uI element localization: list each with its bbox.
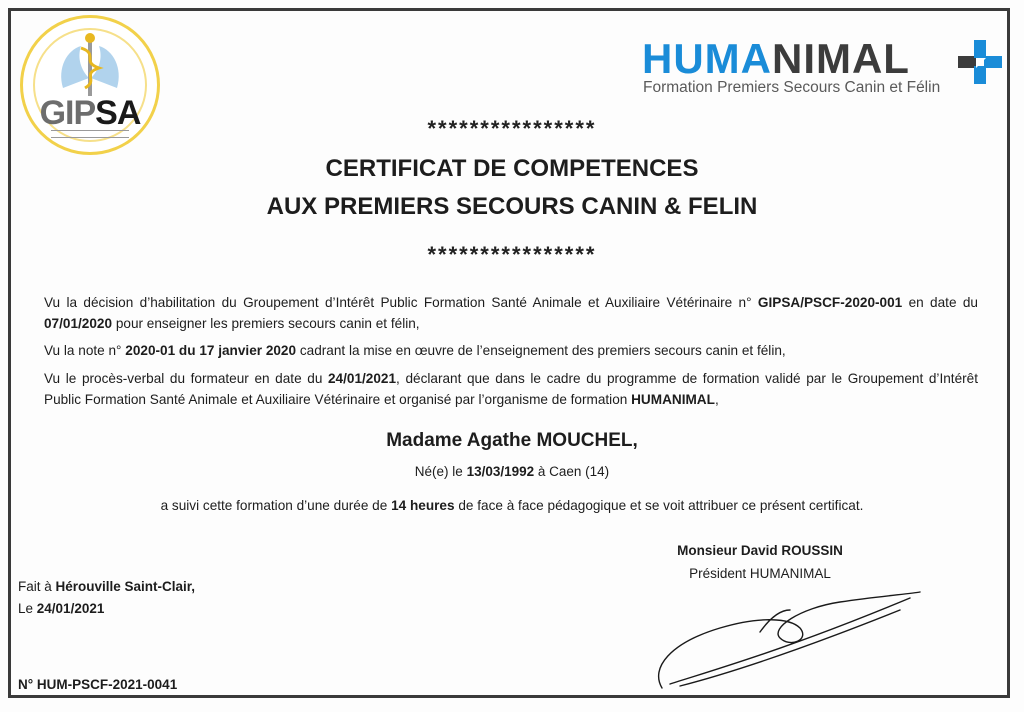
proces-verbal-date: 24/01/2021	[328, 371, 397, 386]
cross-mark-icon	[958, 40, 1002, 84]
handwritten-signature	[640, 588, 930, 698]
stars-divider-top: ****************	[427, 116, 597, 141]
para3-text: , déclarant que dans le cadre du programme de formation validé par le Groupement d’Intérêt Public Formation Santé Animale et Auxiliaire Vétérinaire et organisé par l’organisme de formation	[44, 371, 978, 407]
place-label: Fait à	[18, 579, 56, 594]
certificate-reference-number: N° HUM-PSCF-2021-0041	[18, 677, 178, 692]
issue-date: 24/01/2021	[36, 601, 105, 616]
paragraph-note	[44, 340, 978, 361]
habilitation-date: 07/01/2020	[44, 316, 113, 331]
para1-text: pour enseigner les premiers secours canin et félin,	[112, 316, 420, 331]
birth-date: 13/03/1992	[466, 464, 535, 479]
habilitation-number: GIPSA/PSCF-2020-001	[757, 295, 903, 310]
place-line	[18, 579, 195, 594]
paragraph-proces-verbal	[44, 368, 978, 410]
birth-line	[0, 464, 1024, 479]
summary-text: de face à face pédagogique et se voit attribuer ce présent certificat.	[454, 498, 864, 513]
para1-text: en date du	[902, 295, 978, 310]
para3-text: Vu le procès-verbal du formateur en date du	[44, 371, 328, 386]
summary-text: a suivi cette formation d’une durée de	[160, 498, 392, 513]
logo-word-blue: HUMA	[642, 35, 772, 82]
date-line	[18, 601, 104, 616]
place-city: Hérouville Saint-Clair,	[55, 579, 196, 594]
training-duration: 14 heures	[391, 498, 455, 513]
para2-text: Vu la note n°	[44, 343, 126, 358]
date-label: Le	[18, 601, 37, 616]
logo-word-grey: NIMAL	[771, 35, 910, 82]
logo-wordmark	[642, 36, 910, 82]
birth-label: Né(e) le	[414, 464, 467, 479]
signer-role: Président HUMANIMAL	[689, 566, 831, 581]
seal-text-gip: GIP	[39, 94, 96, 132]
signer-name: Monsieur David ROUSSIN	[677, 543, 843, 558]
birth-place: à Caen (14)	[534, 464, 610, 479]
note-reference: 2020-01 du 17 janvier 2020	[125, 343, 297, 358]
seal-text-sa: SA	[95, 94, 141, 132]
recipient-name: Madame Agathe MOUCHEL,	[386, 430, 638, 451]
humanimal-logo	[642, 36, 1002, 102]
para1-text: Vu la décision d’habilitation du Groupement d’Intérêt Public Formation Santé Animale et Auxiliaire Vétérinaire n°	[44, 295, 758, 310]
paragraph-habilitation	[44, 292, 978, 334]
para2-text: cadrant la mise en œuvre de l’enseignement des premiers secours canin et félin,	[296, 343, 786, 358]
training-summary	[0, 498, 1024, 513]
stars-divider-bottom: ****************	[427, 242, 597, 267]
certificate-title-line1: CERTIFICAT DE COMPETENCES	[325, 155, 699, 182]
logo-tagline: Formation Premiers Secours Canin et Félin	[643, 79, 941, 96]
certificate-title-line2: AUX PREMIERS SECOURS CANIN & FELIN	[266, 193, 758, 220]
training-organisation: HUMANIMAL	[631, 392, 715, 407]
para3-text: ,	[714, 392, 719, 407]
